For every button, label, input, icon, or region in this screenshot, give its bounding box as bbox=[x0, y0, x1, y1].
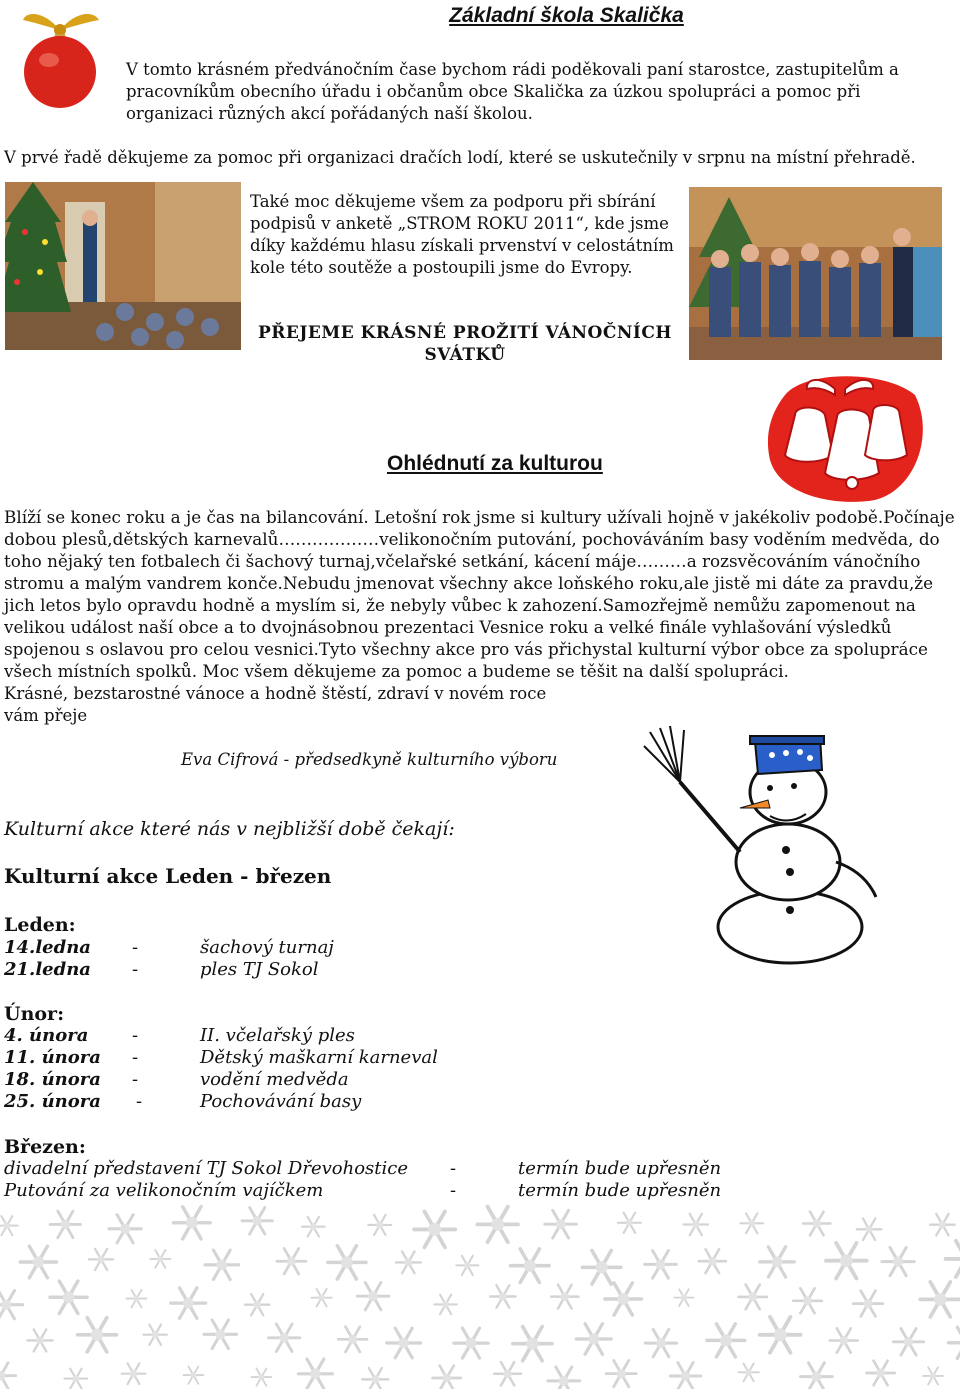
snowflake-icon bbox=[0, 1291, 23, 1319]
christmas-greeting: PŘEJEME KRÁSNÉ PROŽITÍ VÁNOČNÍCH SVÁTKŮ bbox=[258, 323, 672, 365]
snowflake-icon bbox=[77, 1318, 116, 1352]
snowflake-icon bbox=[882, 1247, 914, 1275]
snowflake-icon bbox=[362, 1368, 388, 1389]
snowflake-icon bbox=[0, 1216, 18, 1235]
snowflake-icon bbox=[387, 1328, 421, 1358]
event-date: 21.ledna bbox=[4, 959, 91, 980]
event-name: ples TJ Sokol bbox=[200, 959, 319, 980]
event-date: 25. února bbox=[4, 1091, 101, 1112]
christmas-bells-icon bbox=[765, 375, 925, 505]
event-dash: - bbox=[132, 1047, 139, 1068]
event-term: termín bude upřesněn bbox=[518, 1158, 722, 1179]
event-date: 11. února bbox=[4, 1047, 101, 1068]
snowflake-icon bbox=[50, 1281, 87, 1313]
snowflake-icon bbox=[674, 1289, 693, 1306]
snowflake-icon bbox=[171, 1288, 206, 1319]
event-name: šachový turnaj bbox=[200, 937, 334, 958]
snowflake-icon bbox=[684, 1214, 708, 1235]
snowflake-icon bbox=[338, 1327, 367, 1352]
snowflake-icon bbox=[513, 1327, 552, 1361]
snowflake-icon bbox=[826, 1243, 867, 1279]
snowflake-icon bbox=[920, 1282, 960, 1317]
dragon-boats-paragraph: V prvé řadě děkujeme za pomoc při organizaci dračích lodí, které se uskutečnily v srpnu na místní přehradě. bbox=[4, 148, 916, 167]
snowflake-icon bbox=[298, 1359, 332, 1389]
culture-wish: Krásné, bezstarostné vánoce a hodně štěstí, zdraví v novém roce bbox=[4, 684, 547, 703]
snowflake-icon bbox=[923, 1367, 943, 1384]
snowflake-icon bbox=[50, 1211, 80, 1238]
culture-body: Blíží se konec roku a je čas na bilancování. Letošní rok jsme si kultury užívali hojně v jakékoliv podobě.Počínaje dobou plesů,dětských karnevalů………………velikonočním putování, pochováváním basy voděním medvěda, do toho nějaký ten fotbalech či šachový turnaj,včelařské setkání, kácení máje………a rozsvěcováním vánočního stromu a malým vandrem konče.Nebudu jmenovat všechny akce loňského roku,ale jistě mi dáte za pravdu,že jich letos bylo opravdu hodně a myslím si, že nebyly vůbec k zahození.Samozřejmě nemůžu zapomenout na velikou událost naší obce a to dvojnásobnou prezentaci Vesnice roku a velké finále vyhlašování výsledků spojenou s oslavou pro celou vesnici.Tyto všechny akce pro vás přichystal kulturní výbor obce za spolupráce všech místních spolků. Moc všem děkujeme za pomoc a budeme se těšit na další spolupráci. bbox=[4, 507, 955, 681]
snowman-icon bbox=[640, 722, 890, 967]
event-dash: - bbox=[132, 1025, 139, 1046]
culture-wish-line2: vám přeje bbox=[4, 706, 88, 725]
snowflake-icon bbox=[454, 1328, 488, 1358]
snowflake-icon bbox=[20, 1246, 56, 1278]
snowflake-icon bbox=[205, 1250, 239, 1279]
signature: Eva Cifrová - předsedkyně kulturního výboru bbox=[181, 750, 558, 769]
snowflake-icon bbox=[434, 1295, 456, 1315]
snowflake-icon bbox=[576, 1324, 611, 1355]
event-name: Pochovávání basy bbox=[200, 1091, 362, 1112]
snowflake-icon bbox=[312, 1289, 332, 1307]
event-name: vodění medvěda bbox=[200, 1069, 349, 1090]
snowflake-icon bbox=[109, 1215, 141, 1243]
snowflake-icon bbox=[494, 1362, 521, 1386]
snowflake-icon bbox=[930, 1214, 955, 1236]
snowflake-icon bbox=[605, 1283, 642, 1315]
snowflake-icon bbox=[173, 1207, 210, 1239]
event-date: 18. února bbox=[4, 1069, 101, 1090]
snowflake-icon bbox=[867, 1361, 895, 1386]
snowflake-icon bbox=[65, 1369, 88, 1389]
snowflake-icon bbox=[739, 1285, 767, 1310]
culture-heading: Ohlédnutí za kulturou bbox=[387, 452, 603, 475]
event-name-march: divadelní představení TJ Sokol Dřevohostice bbox=[4, 1158, 408, 1179]
school-christmas-photo-right bbox=[689, 187, 942, 360]
snowflake-icon bbox=[357, 1282, 388, 1309]
snowflake-icon bbox=[645, 1251, 677, 1279]
snowflake-icon bbox=[548, 1367, 580, 1389]
snowflake-icon bbox=[150, 1250, 170, 1268]
snowflake-icon bbox=[89, 1249, 113, 1270]
snowflake-icon bbox=[738, 1363, 758, 1381]
page-title: Základní škola Skalička bbox=[449, 4, 684, 27]
month-label-february: Únor: bbox=[4, 1003, 65, 1025]
event-dash: - bbox=[136, 1091, 143, 1112]
events-intro: Kulturní akce které nás v nejbližší době čekají: bbox=[4, 818, 455, 840]
snowflake-icon bbox=[946, 1241, 960, 1277]
snowflake-icon bbox=[606, 1360, 636, 1386]
snowflake-icon bbox=[707, 1324, 745, 1357]
snowflake-icon bbox=[511, 1249, 549, 1283]
snowflake-icon bbox=[948, 1327, 960, 1358]
snowflake-icon bbox=[27, 1329, 52, 1351]
snowflake-icon bbox=[477, 1207, 518, 1243]
snowflake-icon bbox=[618, 1213, 641, 1233]
thanks-paragraph: V tomto krásném předvánočním čase bychom rádi poděkovali paní starostce, zastupitelům a pracovníkům obecního úřadu i občanům obce Skalička za úzkou spolupráci a pomoc při organizaci různých akcí pořádaných naší školou. bbox=[126, 60, 899, 123]
snowflake-icon bbox=[803, 1212, 830, 1236]
tree-of-year-paragraph: Také moc děkujeme všem za podporu při sbírání podpisů v anketě „STROM ROKU 2011“, kde jsme díky každému hlasu získali prvenství v celostátním kole této soutěže a postoupili jsme do Evropy. bbox=[250, 192, 674, 277]
event-date: 4. února bbox=[4, 1025, 89, 1046]
snowflake-icon bbox=[144, 1324, 167, 1344]
event-name: II. včelařský ples bbox=[200, 1025, 355, 1046]
snowflake-icon bbox=[830, 1328, 858, 1352]
month-label-january: Leden: bbox=[4, 914, 76, 936]
snowflake-icon bbox=[670, 1363, 701, 1389]
snowflake-decoration bbox=[0, 1200, 960, 1389]
event-dash: - bbox=[132, 959, 139, 980]
month-label-march: Březen: bbox=[4, 1136, 86, 1158]
snowflake-icon bbox=[760, 1317, 801, 1353]
snowflake-icon bbox=[456, 1256, 478, 1275]
events-heading: Kulturní akce Leden - březen bbox=[4, 864, 332, 888]
snowflake-icon bbox=[302, 1217, 325, 1237]
school-christmas-photo-left bbox=[5, 182, 241, 350]
snowflake-icon bbox=[645, 1329, 676, 1356]
event-name: Dětský maškarní karneval bbox=[200, 1047, 438, 1068]
event-name-march: Putování za velikonočním vajíčkem bbox=[4, 1180, 324, 1201]
snowflake-icon bbox=[853, 1291, 882, 1317]
snowflake-icon bbox=[893, 1329, 923, 1356]
snowflake-icon bbox=[793, 1288, 821, 1313]
snowflake-icon bbox=[328, 1246, 366, 1279]
snowflake-icon bbox=[545, 1210, 577, 1238]
snowflake-icon bbox=[204, 1320, 237, 1349]
event-dash: - bbox=[132, 937, 139, 958]
event-dash: - bbox=[450, 1180, 457, 1201]
snowflake-icon bbox=[242, 1208, 272, 1235]
event-dash: - bbox=[132, 1069, 139, 1090]
event-dash: - bbox=[450, 1158, 457, 1179]
snowflake-icon bbox=[245, 1294, 269, 1315]
snowflake-icon bbox=[582, 1251, 620, 1285]
snowflake-icon bbox=[0, 1363, 16, 1389]
event-term: termín bude upřesněn bbox=[518, 1180, 722, 1201]
snowflake-icon bbox=[490, 1285, 516, 1307]
snowflake-icon bbox=[122, 1363, 146, 1384]
snowflake-icon bbox=[699, 1249, 726, 1273]
snowflake-icon bbox=[414, 1211, 455, 1247]
snowflake-icon bbox=[760, 1247, 795, 1277]
snowflake-icon bbox=[433, 1366, 461, 1389]
snowflake-icon bbox=[396, 1251, 421, 1273]
snowflake-icon bbox=[183, 1366, 203, 1383]
snowflake-icon bbox=[368, 1215, 391, 1235]
snowflake-icon bbox=[740, 1213, 763, 1233]
snowflake-icon bbox=[801, 1363, 833, 1389]
snowflake-icon bbox=[277, 1248, 306, 1273]
snowflake-icon bbox=[551, 1285, 578, 1309]
snowflake-icon bbox=[269, 1324, 300, 1351]
snowflake-icon bbox=[127, 1290, 147, 1307]
snowflake-icon bbox=[251, 1368, 271, 1385]
event-date: 14.ledna bbox=[4, 937, 91, 958]
snowflake-icon bbox=[857, 1219, 882, 1241]
